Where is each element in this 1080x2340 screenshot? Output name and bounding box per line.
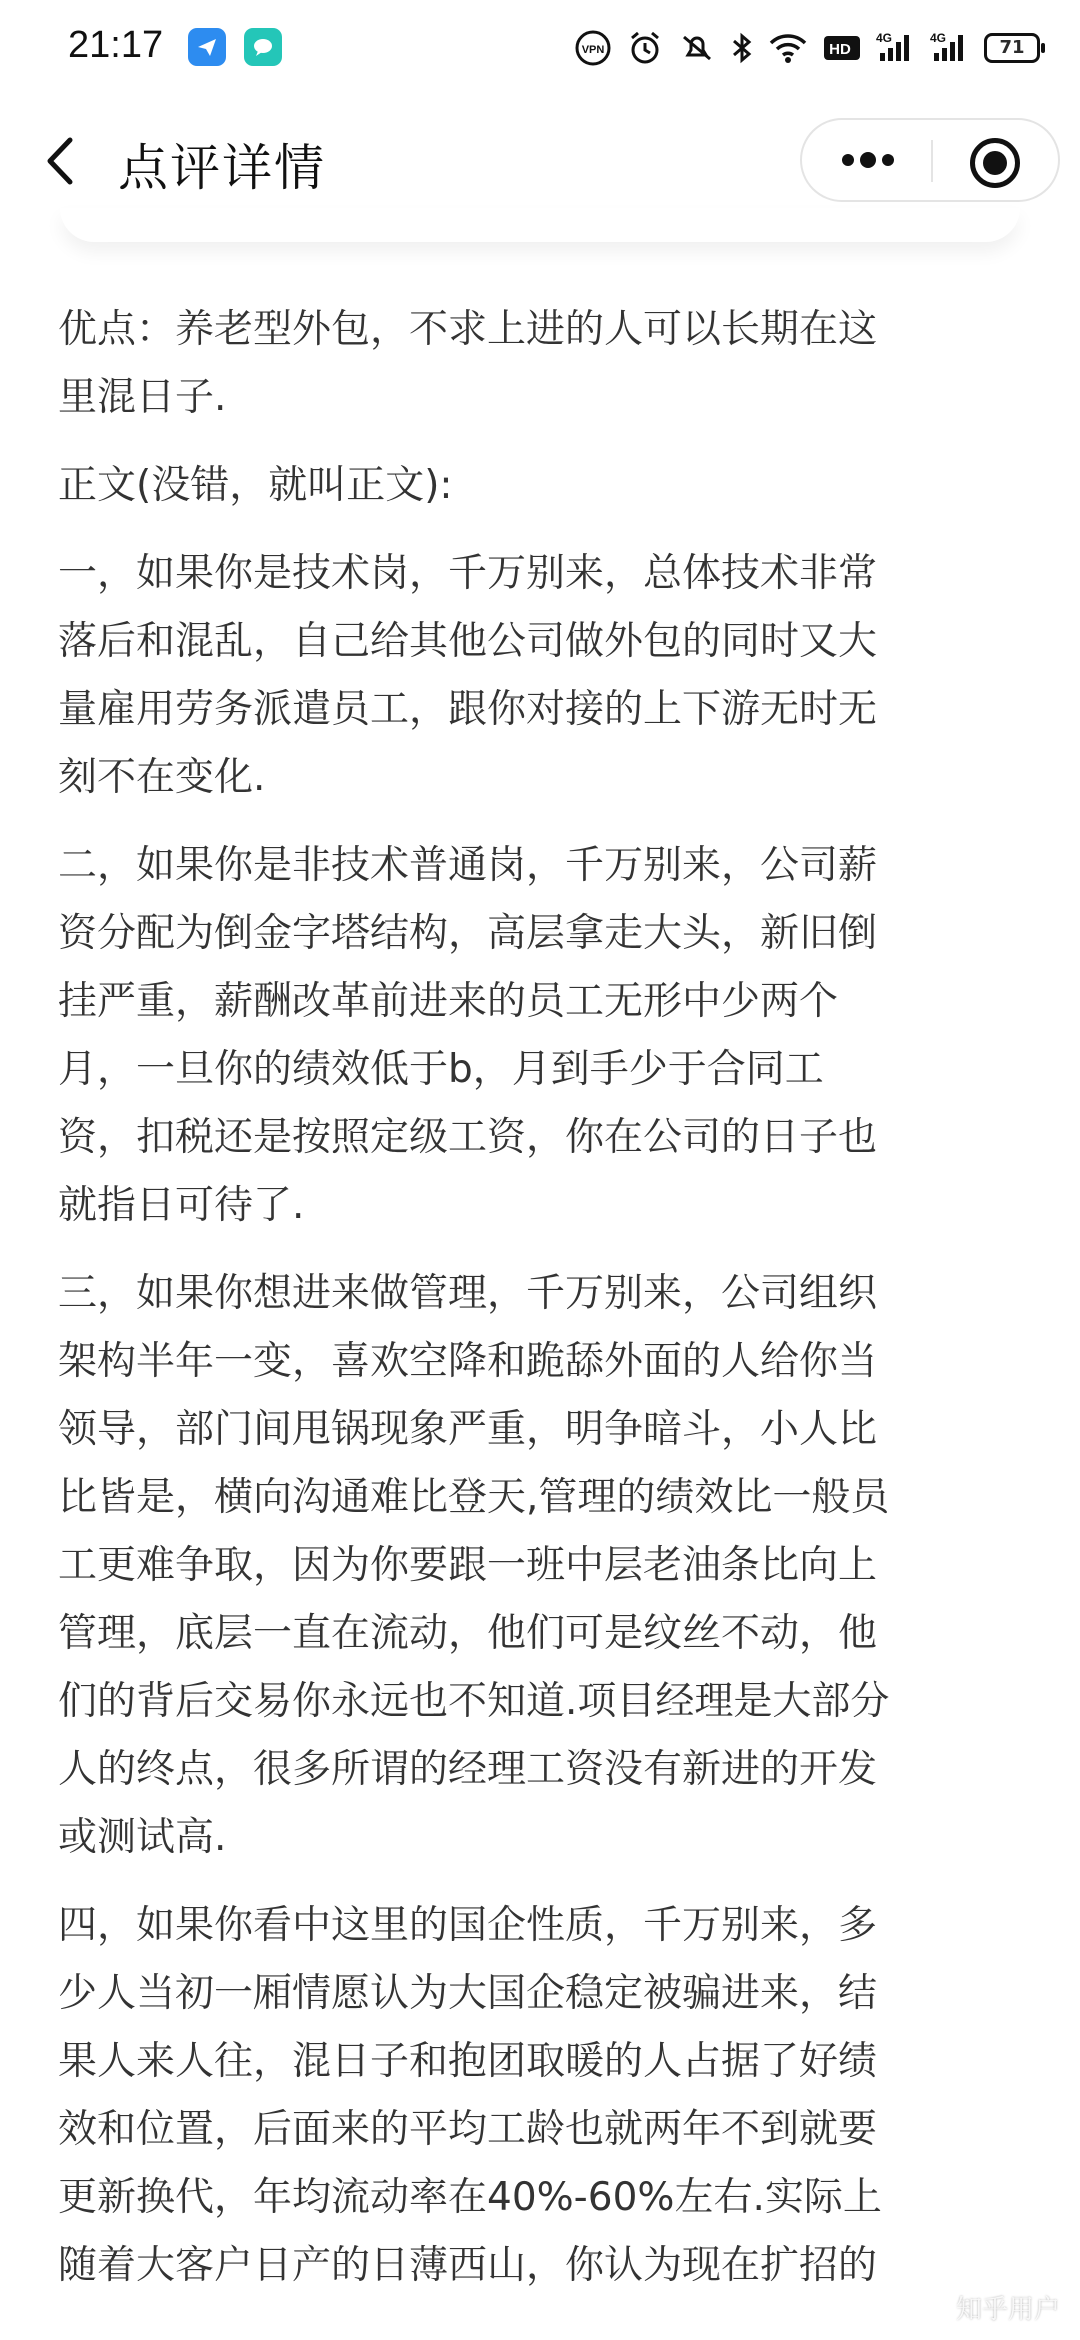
more-button[interactable]: [802, 120, 930, 200]
status-bar: [0, 0, 1080, 96]
svg-text:4G: 4G: [930, 31, 947, 45]
close-miniprogram-button[interactable]: [930, 120, 1058, 200]
review-paragraph: 一，如果你是技术岗，千万别来，总体技术非常 落后和混乱，自己给其他公司做外包的同时又大 量雇用劳务派遣员工，跟你对接的上下游无时无 刻不在变化.: [58, 551, 878, 800]
capsule-menu: [800, 118, 1060, 202]
status-time: 21:17: [68, 24, 164, 66]
signal-4g-icon: [930, 29, 970, 67]
svg-text:4G: 4G: [876, 31, 893, 45]
status-icons: [574, 26, 1040, 70]
svg-text:VPN: VPN: [581, 44, 605, 56]
alarm-icon: [626, 29, 664, 67]
card-bottom-edge: [60, 208, 1020, 242]
svg-text:HD: HD: [829, 41, 851, 58]
review-paragraph: 二，如果你是非技术普通岗，千万别来，公司薪 资分配为倒金字塔结构，高层拿走大头，新旧倒 挂严重，薪酬改革前进来的员工无形中少两个 月，一旦你的绩效低于b，月到手少于合同工 资，扣税还是按照定级工资，你在公司的日子也 就指日可待了.: [58, 843, 878, 1228]
hd-icon: [822, 29, 862, 67]
battery-icon: [984, 33, 1040, 63]
page-title: 点评详情: [118, 139, 326, 197]
mute-icon: [678, 29, 716, 67]
review-paragraph: 正文(没错，就叫正文):: [58, 463, 453, 508]
signal-4g-icon: [876, 29, 916, 67]
tencent-docs-icon: [188, 28, 226, 66]
chevron-left-icon[interactable]: [36, 134, 86, 188]
review-content: [58, 296, 1028, 2320]
chat-bubble-icon: [244, 28, 282, 66]
review-paragraph: 四，如果你看中这里的国企性质，千万别来，多 少人当初一厢情愿认为大国企稳定被骗进来，结 果人来人往，混日子和抱团取暖的人占据了好绩 效和位置，后面来的平均工龄也就两年不到就要 更新换代，年均流动率在40%-60%左右.实际上 随着大客户日产的日薄西山，你认为现在扩招的: [58, 1903, 882, 2288]
watermark: 知乎用户: [955, 2295, 1060, 2325]
nav-bar: [0, 96, 1080, 226]
bluetooth-icon: [730, 29, 754, 67]
wifi-icon: [768, 29, 808, 67]
battery-level: 71: [999, 37, 1025, 58]
vpn-icon: [574, 29, 612, 67]
review-paragraph: 三，如果你想进来做管理，千万别来，公司组织 架构半年一变，喜欢空降和跪舔外面的人给你当 领导，部门间甩锅现象严重，明争暗斗，小人比 比皆是，横向沟通难比登天,管理的绩效比一般员 工更难争取，因为你要跟一班中层老油条比向上 管理，底层一直在流动，他们可是纹丝不动，他 们的背后交易你永远也不知道.项目经理是大部分 人的终点，很多所谓的经理工资没有新进的开发 或测试高.: [58, 1271, 890, 1860]
review-paragraph: 优点：养老型外包，不求上进的人可以长期在这 里混日子.: [58, 307, 878, 420]
